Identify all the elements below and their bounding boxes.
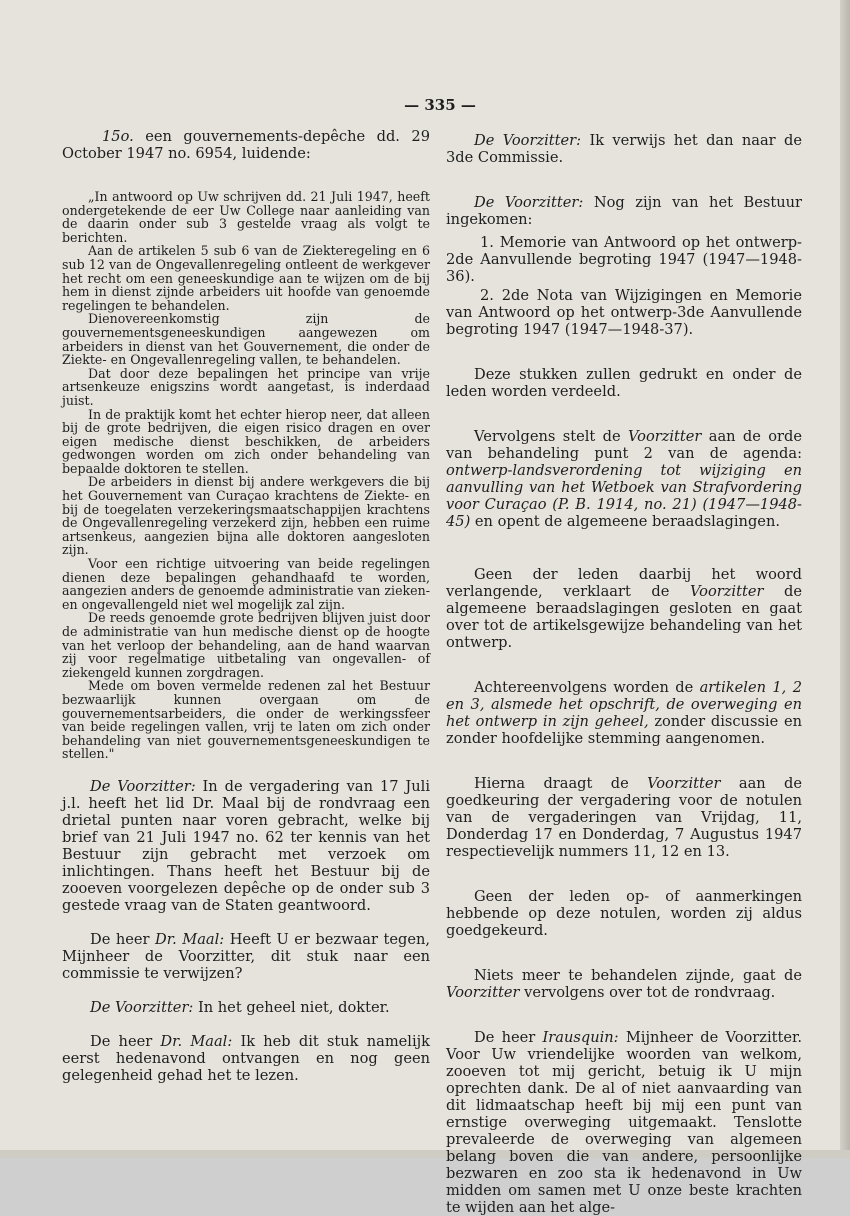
item-heading-text: een gouvernements-depêche dd. 29 October 1947 no. 6954, luidende: [62, 128, 430, 162]
deliberations-closed [446, 566, 802, 651]
speech-maal-1 [62, 931, 430, 982]
item-number: 15o. [102, 128, 134, 145]
text-run: en opent de algemeene beraadslagingen. [470, 513, 780, 530]
speech-text: Nog zijn van het Bestuur ingekomen: [446, 194, 802, 228]
text-run: Vervolgens stelt de [474, 428, 628, 445]
speech-voorzitter-1 [62, 778, 430, 914]
minutes-approved: Geen der leden op- of aanmerkingen hebbende op deze notulen, worden zij aldus goedgekeurd. [446, 888, 802, 939]
speech-text: Ik verwijs het dan naar de 3de Commissie. [446, 132, 802, 166]
speaker-name: Irausquin: [542, 1029, 619, 1046]
question-round [446, 967, 802, 1001]
minutes-approval [446, 775, 802, 860]
speaker-name: De Voorzitter: [474, 132, 582, 149]
text-run: Niets meer te behandelen zijnde, gaat de [474, 967, 802, 984]
incoming-item-2: 2. 2de Nota van Wijzigingen en Memorie van Antwoord op het ontwerp-3de Aanvullende begroting 1947 (1947—1948-37). [446, 287, 802, 338]
text-run: Hierna draagt de [474, 775, 648, 792]
incoming-item-1: 1. Memorie van Antwoord op het ontwerp-2de Aanvullende begroting 1947 (1947—1948-36). [446, 234, 802, 285]
right-column [446, 132, 802, 1216]
text-run: aan de orde van behandeling punt 2 van de agenda: [446, 428, 802, 462]
speaker-name: De Voorzitter: [90, 777, 196, 795]
speech-text: Mijnheer de Voorzitter. Voor Uw vriendelijke woorden van welkom, zooeven tot mij gericht, betuig ik U mijn oprechten dank. De al of niet aanvaarding van dit lidmaatschap heeft bij mij een punt van ernstige overweging uitgemaakt. Tenslotte prevaleerde de overweging van algemeen belang boven die van andere, persoonlijke bezwaren en zoo sta ik hedenavond in Uw midden om samen met U onze beste krachten te wijden aan het alge- [446, 1029, 803, 1216]
text-run: de algemeene beraadslagingen gesloten en gaat over tot de artikelsgewijze behandeling van het ontwerp. [446, 583, 803, 651]
speech-irausquin [446, 1029, 802, 1216]
speaker-prefix: De heer [90, 1032, 161, 1050]
quote-paragraph: „In antwoord op Uw schrijven dd. 21 Juli 1947, heeft ondergetekende de eer Uw College naar aanleiding van de daarin onder sub 3 gestelde vraag als volgt te berichten. [62, 189, 430, 245]
quote-paragraph: De arbeiders in dienst bij andere werkgevers die bij het Gouvernement van Curaçao krachtens de Ziekte- en bij de toegelaten verzekeringsmaatschappijen krachtens de Ongevallenregeling verzekerd zijn, hebben een ruime artsenkeus, aangezien bijna alle doktoren aangesloten zijn. [62, 474, 430, 558]
bill-title: ontwerp-landsverordening tot wijziging en aanvulling van het Wetboek van Strafvordering voor Curaçao (P. B. 1914, no. 21) (1947—1948-45) [446, 462, 802, 530]
speech-text: In het geheel niet, dokter. [193, 998, 390, 1016]
quote-paragraph: Voor een richtige uitvoering van beide regelingen dienen deze bepalingen gehandhaafd te worden, aangezien anders de genoemde administratie van zieken- en ongevallengeld niet wel mogelijk zal zijn. [62, 556, 430, 612]
quote-paragraph: Mede om boven vermelde redenen zal het Bestuur bezwaarlijk kunnen overgaan om de gouvernementsarbeiders, die onder de werkingssfeer van beide regelingen vallen, vrij te laten om zich onder behandeling van niet gouvernementsgeneeskundigen te stellen." [62, 678, 430, 762]
speech-voorzitter-3 [446, 132, 802, 166]
speaker-prefix: De heer [90, 930, 156, 948]
articles-list: artikelen 1, 2 en 3, alsmede het opschrift, de overweging en het ontwerp in zijn geheel, [446, 679, 802, 730]
speech-text: Ik heb dit stuk namelijk eerst hedenavond ontvangen en nog geen gelegenheid gehad het te lezen. [62, 1032, 431, 1084]
speech-text: In de vergadering van 17 Juli j.l. heeft het lid Dr. Maal bij de rondvraag een drietal punten naar voren gebracht, welke bij brief van 21 Juli 1947 no. 62 ter kennis van het Bestuur zijn gebracht met verzoek om inlichtingen. Thans heeft het Bestuur bij de zooeven voorgelezen depêche op de onder sub 3 gestede vraag van de Staten geantwoord. [62, 777, 430, 914]
quote-paragraph: De reeds genoemde grote bedrijven blijven juist door de administratie van hun medische dienst op de hoogte van het verloop der behandeling, aan de hand waarvan zij voor regelmatige uitbetaling van ongevallen- of ziekengeld kunnen zorgdragen. [62, 610, 430, 680]
speech-voorzitter-2 [62, 999, 430, 1016]
speaker-prefix: De heer [474, 1029, 543, 1046]
speaker-name: De Voorzitter: [474, 194, 584, 211]
speaker-name: Voorzitter [446, 984, 520, 1001]
quote-paragraph: In de praktijk komt het echter hierop neer, dat alleen bij de grote bedrijven, die eigen risico dragen en over eigen medische dienst beschikken, de arbeiders gedwongen worden om zich onder behandeling van bepaalde doktoren te stellen. [62, 406, 430, 476]
speaker-name: De Voorzitter: [90, 998, 194, 1016]
distribution-note: Deze stukken zullen gedrukt en onder de leden worden verdeeld. [446, 366, 802, 400]
text-run: aan de goedkeuring der vergadering voor de notulen van de vergaderingen van Vrijdag, 11, Donderdag 17 en Donderdag, 7 Augustus 1947 respectievelijk nummers 11, 12 en 13. [446, 775, 802, 860]
articles-adopted [446, 679, 802, 747]
speech-voorzitter-4 [446, 194, 802, 228]
page-number: — 335 — [404, 96, 476, 114]
item-heading [62, 128, 430, 162]
speaker-name: Voorzitter [689, 583, 764, 600]
agenda-point-2 [446, 428, 802, 530]
text-run: Geen der leden daarbij het woord verlangende, verklaart de [446, 566, 802, 600]
quote-paragraph: Aan de artikelen 5 sub 6 van de Ziekteregeling en 6 sub 12 van de Ongevallenregeling ontleent de werkgever het recht om een geneeskundige aan te wijzen om de bij hem in dienst zijnde arbeiders uit hoofde van genoemde regelingen te behandelen. [62, 243, 430, 313]
speaker-name: Voorzitter [647, 775, 721, 792]
speaker-name: Dr. Maal: [160, 1032, 233, 1050]
speaker-name: Dr. Maal: [155, 930, 225, 948]
speaker-name: Voorzitter [627, 428, 702, 445]
page-edge-shadow [840, 0, 850, 1158]
speech-text: Heeft U er bezwaar tegen, Mijnheer de Voorzitter, dit stuk naar een commissie te verwijzen? [62, 930, 430, 982]
quote-paragraph: Dienovereenkomstig zijn de gouvernementsgeneeskundigen aangewezen om arbeiders in dienst van het Gouvernement, die onder de Ziekte- en Ongevallenregeling vallen, te behandelen. [62, 311, 430, 368]
left-column [62, 128, 430, 1084]
quote-paragraph: Dat door deze bepalingen het principe van vrije artsenkeuze enigszins wordt aangetast, is inderdaad juist. [62, 365, 430, 408]
text-run: vervolgens over tot de rondvraag. [519, 984, 776, 1001]
quoted-letter [62, 190, 430, 761]
speech-maal-2 [62, 1033, 430, 1084]
text-run: Achtereenvolgens worden de [474, 679, 700, 696]
text-run: zonder discussie en zonder hoofdelijke stemming aangenomen. [446, 713, 802, 747]
